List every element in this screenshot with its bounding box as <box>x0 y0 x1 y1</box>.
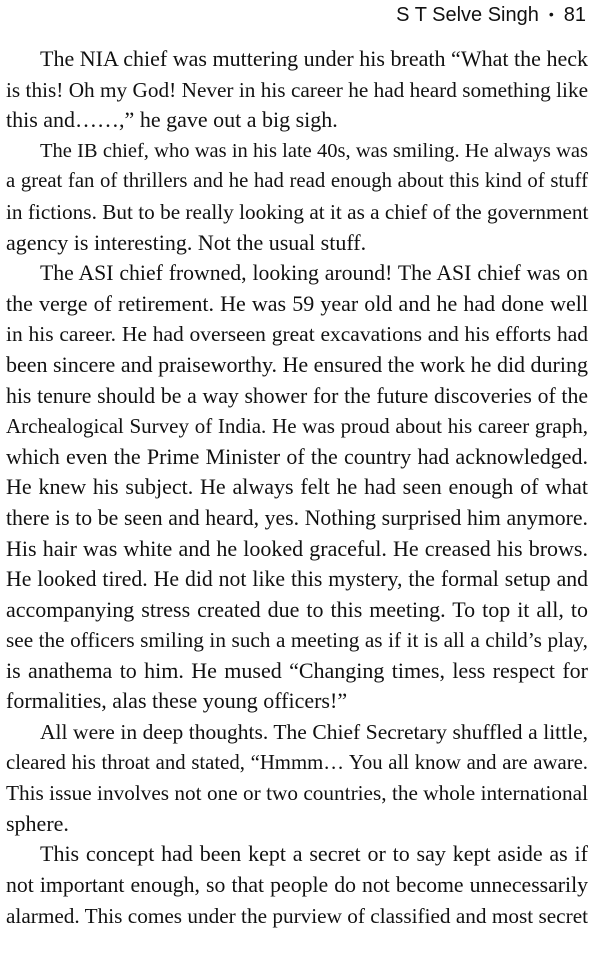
text-line: accompanying stress created due to this meeting. To top it all, to <box>6 596 588 622</box>
text-line: in his career. He had overseen great excavations and his efforts had <box>6 322 588 347</box>
text-line: a great fan of thrillers and he had read enough about this kind of stuff <box>6 170 588 193</box>
paragraph <box>6 839 588 931</box>
text-line: This concept had been kept a secret or to say kept aside as if <box>40 841 588 867</box>
paragraph <box>6 717 588 839</box>
text-line: this and……,” he gave out a big sigh. <box>6 107 338 133</box>
paragraph <box>6 136 588 258</box>
running-header <box>396 4 586 27</box>
text-line: in fictions. But to be really looking at it as a chief of the government <box>6 199 589 224</box>
page-number: 81 <box>563 4 586 26</box>
text-line: He knew his subject. He always felt he had seen enough of what <box>6 474 588 500</box>
text-line: agency is interesting. Not the usual stuff. <box>6 229 367 255</box>
paragraph <box>6 258 588 717</box>
text-line: been sincere and praiseworthy. He ensured the work he did during <box>6 351 588 377</box>
text-line: The NIA chief was muttering under his breath “What the heck <box>40 46 588 71</box>
text-line: This issue involves not one or two countries, the whole international <box>6 781 588 806</box>
text-line: see the officers smiling in such a meeting as if it is all a child’s play, <box>6 628 588 653</box>
text-line: formalities, alas these young officers!” <box>6 688 348 714</box>
text-line: there is to be seen and heard, yes. Nothing surprised him anymore. <box>6 505 588 530</box>
text-line: The IB chief, who was in his late 40s, was smiling. He always was <box>40 139 588 162</box>
text-line: Archealogical Survey of India. He was proud about his career graph, <box>6 414 588 439</box>
text-line: is anathema to him. He mused “Changing times, less respect for <box>6 657 588 683</box>
text-line: which even the Prime Minister of the country had acknowledged. <box>6 443 588 469</box>
author-name: S T Selve Singh <box>396 4 539 26</box>
text-line: The ASI chief frowned, looking around! The ASI chief was on <box>40 261 588 286</box>
text-line: his tenure should be a way shower for the future discoveries of the <box>6 383 588 408</box>
header-separator: • <box>548 6 554 22</box>
text-line: He looked tired. He did not like this mystery, the formal setup and <box>6 567 588 592</box>
text-line: not important enough, so that people do not become unnecessarily <box>6 873 588 898</box>
text-line: cleared his throat and stated, “Hmmm… You all know and are aware. <box>6 751 588 774</box>
text-line: sphere. <box>6 810 69 836</box>
text-line: His hair was white and he looked graceful. He creased his brows. <box>6 535 588 561</box>
text-line: the verge of retirement. He was 59 year old and he had done well <box>6 290 588 316</box>
text-line: is this! Oh my God! Never in his career he had heard something like <box>6 77 588 102</box>
text-line: All were in deep thoughts. The Chief Secretary shuffled a little, <box>40 720 588 745</box>
page-body <box>6 44 588 931</box>
paragraph <box>6 44 588 136</box>
text-line: alarmed. This comes under the purview of classified and most secret <box>6 903 589 928</box>
